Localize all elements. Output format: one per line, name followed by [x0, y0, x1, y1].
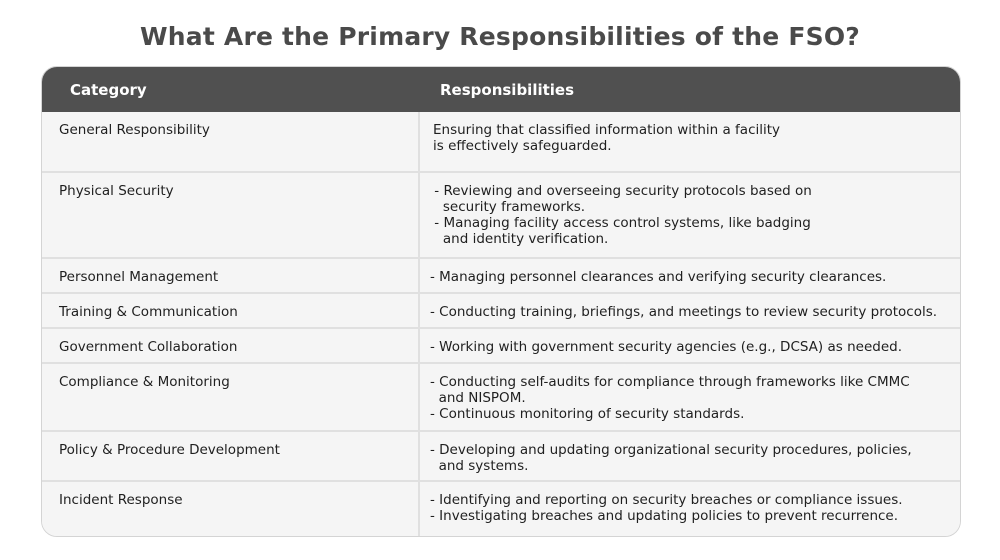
responsibilities-table: [41, 66, 961, 537]
responsibility-line: and identity verification.: [430, 231, 609, 247]
responsibility-line: - Conducting self-audits for compliance through frameworks like CMMC: [430, 374, 910, 390]
header-category: Category: [70, 80, 147, 99]
responsibility-line: - Reviewing and overseeing security protocols based on: [430, 183, 812, 199]
row-responsibilities: [420, 173, 960, 257]
row-category: Physical Security: [42, 173, 420, 257]
responsibility-line: is effectively safeguarded.: [433, 138, 612, 154]
responsibility-line: - Managing personnel clearances and verifying security clearances.: [430, 269, 887, 285]
table-row: [42, 329, 960, 364]
row-responsibilities: [420, 432, 960, 480]
table-row: [42, 112, 960, 173]
responsibility-line: - Investigating breaches and updating policies to prevent recurrence.: [430, 508, 899, 524]
responsibility-line: and NISPOM.: [430, 390, 526, 406]
row-responsibilities: [420, 112, 960, 171]
row-responsibilities: [420, 294, 960, 327]
row-category: Policy & Procedure Development: [42, 432, 420, 480]
responsibility-line: - Managing facility access control systems, like badging: [430, 215, 811, 231]
row-responsibilities: [420, 482, 960, 536]
responsibility-line: - Continuous monitoring of security standards.: [430, 406, 745, 422]
row-category: Training & Communication: [42, 294, 420, 327]
responsibility-line: - Identifying and reporting on security breaches or compliance issues.: [430, 492, 903, 508]
table-row: [42, 432, 960, 482]
responsibility-line: - Working with government security agencies (e.g., DCSA) as needed.: [430, 339, 902, 355]
row-category: Compliance & Monitoring: [42, 364, 420, 430]
responsibility-line: security frameworks.: [430, 199, 586, 215]
table-header: [42, 67, 960, 112]
responsibility-line: - Developing and updating organizational security procedures, policies,: [430, 442, 912, 458]
row-responsibilities: [420, 364, 960, 430]
responsibility-line: and systems.: [430, 458, 529, 474]
row-responsibilities: [420, 329, 960, 362]
responsibility-line: - Conducting training, briefings, and meetings to review security protocols.: [430, 304, 938, 320]
table-row: [42, 259, 960, 294]
row-category: General Responsibility: [42, 112, 420, 171]
page-title: What Are the Primary Responsibilities of the FSO?: [140, 22, 860, 51]
row-category: Incident Response: [42, 482, 420, 536]
row-responsibilities: [420, 259, 960, 292]
table-row: [42, 294, 960, 329]
header-responsibilities: Responsibilities: [440, 80, 575, 99]
table-row: [42, 364, 960, 432]
responsibility-line: Ensuring that classified information within a facility: [433, 122, 781, 138]
row-category: Government Collaboration: [42, 329, 420, 362]
row-category: Personnel Management: [42, 259, 420, 292]
table-row: [42, 482, 960, 536]
table-row: [42, 173, 960, 259]
